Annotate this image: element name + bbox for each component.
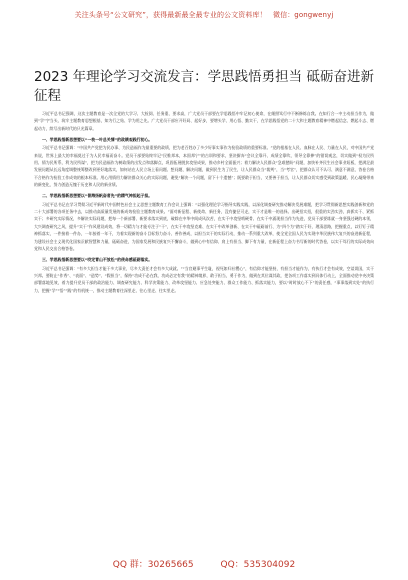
section-heading: 三、学思践悟新思想要以“咬定青山不放松”的使命感砥砺落实。 (42, 257, 153, 263)
section-body: 习近平总书记在学习贯彻习近平新时代中国特色社会主义思想主题教育工作会议上强调：“以强化理论学习指导实践实践，以深化调查研究推动解决发展难题，把学习贯彻新思想实践创新和党的二十大部署的各项任务中去，以推动高质量发展的新成效检验主题教育成果。”面对新征程、新使命、新任务，没有捷径可走，实干才是唯一的选择。出硬招实招，很重的实劲实劲，真抓实干、紧抓实干；多研究实际情况，多解决实际问题，把每一个新部署、新要求落实到底，破除在中华中间成风次苦，在实干中攻坚啃硬骨、在实干中涌现担当作为先进，党员干部要练就一身坚强过硬的本领，大兴调查研究之风，提升“实干”作风建设成效，将一切精力与才能专注于“干”，在实干中攻坚克难、在实干中改革创新、在实干中砥砺前行、为“四个为”踏实干好，理清思路，把握重点，以钉钉子精神抓落实，一件接着一件办，一年接着一年干，为着实现新的奋斗目标努力奋斗、善作善成，以担当实干的实际行动，推动一系列重大改革，使全党全国人民为实现中华民族伟大复兴的奋进新征程，为建设社会主义现代化国家贡献智慧和力量，砥砺奋进，为国家发展和民族复兴不懈奋斗，做到心中有信仰、肩上有担当、脚下有力量，在新征程上奋力书写新的时代答卷，以实干笃行的实际成效向党和人民交出合格答卷。 (34, 201, 374, 252)
document-body (34, 110, 374, 296)
top-banner (0, 10, 408, 20)
footer-contact (0, 557, 408, 570)
section-body: 习近平总书记强调：“有多大担当才能干多大事业，尽多大责任才会有多大成就。”“当官避事平生耻，视死如归社稷心”，有信仰才能坚持，有担当才能作为，有执行才会有成效，空谈误国，实干兴邦。要防止“作秀”、“表面”、“造势”、“假担当”，保持“功成不必在我、功成必定有我”的精神境界，敢于担当，勇于作为，做到在其位谋其政，把各项工作落实到具体行动上，全面推动党中央决策部署落地见效，着力提升党员干部的政治能力、调查研究能力、科学决策能力、改革攻坚能力、应急处突能力、群众工作能力、抓落实能力，要以“时时放心不下”的责任感，“事事落到实处”的执行力，把握“学”“悟”“践”的有机统一，推动主题教育往深里走、往心里走、往实里走。 (34, 265, 374, 293)
section-heading: 二、学思践悟新思想要以“普海扬帆奋者先”的精气神担起子担。 (42, 193, 153, 199)
section-3 (34, 256, 374, 294)
section-1 (34, 136, 374, 189)
section-2 (34, 192, 374, 252)
section-heading: 一、学思践悟新思想要以“一枝一叶总关情”的政绩观践行初心。 (42, 136, 153, 142)
banner-wechat: 微信：gongwenyj (273, 11, 334, 19)
intro-paragraph: 习近平总书记强调，这次主题教育是一次全党的大学习、大检阅、任务重、要求高，广大党员干部要在学思践悟中牢记初心使命，在细照笃行中不断修炼自我。在知行合一中主动担当作为，做到“学”字当头、筑牢主题教育思想根基，知为行之始、学为用之先。广大党员干部应开好局、起好步，要增头学、用心悟、勤实干，在学思践悟党的二十大和主题教育精神中燃起信念、燃起斗志、燃起动力，续写出新时代的只光篇章。 (34, 111, 374, 131)
footer-qq: QQ：535304092 (220, 560, 296, 570)
section-body: 习近平总书记强调：“中国共产党把为民办事、为民造福作为最重要的政绩，把为老百姓办了多少好事实事作为检验政绩的重要标准。”党的根基在人民、血脉在人民、力量在人民，对中国共产党来说，世界上最大的幸福莫过于为人民幸福而奋斗。党员干部要始终牢记“民惟邦本，本固邦宁”的古训和要求，坚决摒弃“会议全靠开、成绩全靠吹、领导全靠捧”的错误观念，切实做到“权为民所用、情为民所系、利为民所谋”，把为民造福作为树政绩的出发点和落脚点，巩固拓展脱贫攻坚成果，推动乡村全面振兴；着力解决人民群众“急难愁盼”问题，加快补齐民生社会事业短板，把满足最发展问题从长远角度调整统筹整改到更好地落实，如何站在人民立场上看问题、想问题、解决问题，做到民生为了民生，让人民群众当“裁判”，当“考官”，把群众认可不认可、满意不满意，答卷合格不合格作为检验工作成效的根本标准。用心用情用力解决群众关心的实际问题，避免“解决一个问题，留下十个遗憾”；既要敢于担当，又要善于担当，让人民群众切实感受到政策温暖、民心凝聚带来的新变化，努力创造无愧于历史和人民的新业绩。 (34, 145, 374, 188)
document-title: 2023 年理论学习交流发言：学思践悟勇担当 砥砺奋进新征程 (34, 69, 374, 104)
banner-text: 关注头条号“公文研究”，获得最新最全最专业的公文资料库！ (74, 11, 267, 19)
footer-qq-group: QQ 群：30265665 (112, 560, 194, 570)
